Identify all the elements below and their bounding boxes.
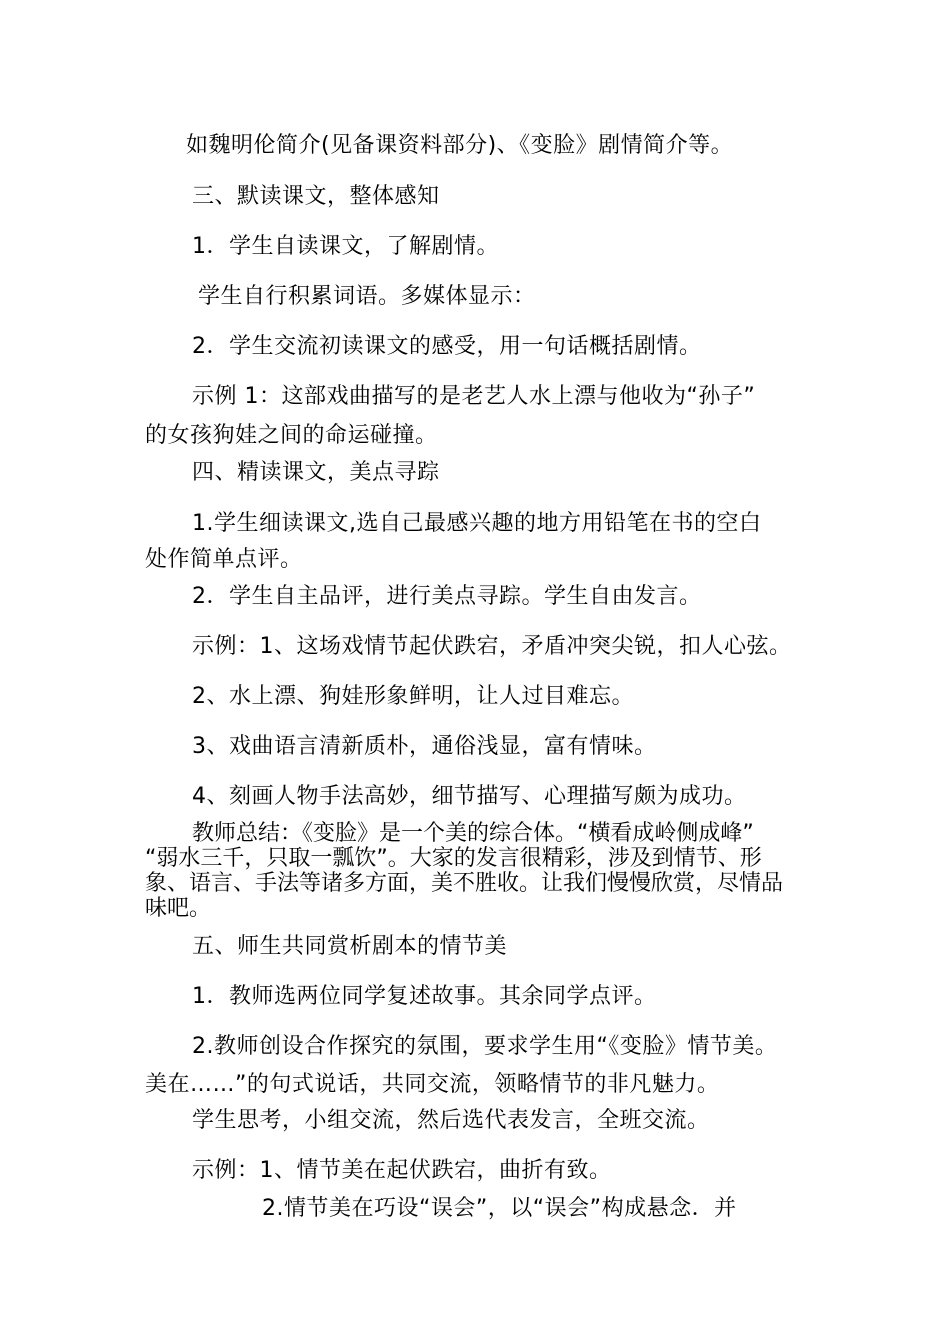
- text-line-3: 1．学生自读课文，了解剧情。: [192, 234, 499, 259]
- text-line-24: 学生思考，小组交流，然后选代表发言，全班交流。: [192, 1108, 710, 1133]
- text-line-7: 的女孩狗娃之间的命运碰撞。: [145, 423, 438, 448]
- text-line-12: 示例：1、这场戏情节起伏跌宕，矛盾冲突尖锐，扣人心弦。: [192, 634, 792, 659]
- text-line-6: 示例 1：这部戏曲描写的是老艺人水上漂与他收为“孙子”: [192, 384, 756, 409]
- text-line-22: 2.教师创设合作探究的氛围，要求学生用“《变脸》情节美。: [192, 1034, 778, 1059]
- text-line-25: 示例：1、情节美在起伏跌宕，曲折有致。: [192, 1158, 612, 1183]
- text-line-19: 味吧。: [145, 896, 212, 921]
- text-line-13: 2、水上漂、狗娃形象鲜明，让人过目难忘。: [192, 684, 634, 709]
- text-line-20: 五、师生共同赏析剧本的情节美: [192, 934, 508, 959]
- text-line-23: 美在……”的句式说话，共同交流，领略情节的非凡魅力。: [145, 1072, 720, 1097]
- text-line-17: “弱水三千，只取一瓢饮”。大家的发言很精彩，涉及到情节、形: [145, 846, 762, 871]
- text-line-1: 如魏明伦简介(见备课资料部分)、《变脸》剧情简介等。: [186, 133, 734, 158]
- text-line-16: 教师总结：《变脸》是一个美的综合体。“横看成岭侧成峰”: [192, 821, 754, 846]
- text-line-2: 三、默读课文，整体感知: [192, 184, 440, 209]
- text-line-18: 象、语言、手法等诸多方面，美不胜收。让我们慢慢欣赏，尽情品: [145, 871, 784, 896]
- text-line-8: 四、精读课文，美点寻踪: [192, 460, 440, 485]
- text-line-15: 4、刻画人物手法高妙，细节描写、心理描写颇为成功。: [192, 784, 747, 809]
- text-line-21: 1．教师选两位同学复述故事。其余同学点评。: [192, 984, 657, 1009]
- text-line-11: 2．学生自主品评，进行美点寻踪。学生自由发言。: [192, 584, 702, 609]
- text-line-10: 处作简单点评。: [145, 547, 303, 572]
- text-line-26: 2.情节美在巧设“误会”，以“误会”构成悬念．并: [262, 1196, 737, 1221]
- text-line-9: 1.学生细读课文,选自己最感兴趣的地方用铅笔在书的空白: [192, 511, 762, 536]
- text-line-4: 学生自行积累词语。多媒体显示：: [198, 284, 536, 309]
- text-line-5: 2．学生交流初读课文的感受，用一句话概括剧情。: [192, 334, 702, 359]
- text-line-14: 3、戏曲语言清新质朴，通俗浅显，富有情味。: [192, 734, 657, 759]
